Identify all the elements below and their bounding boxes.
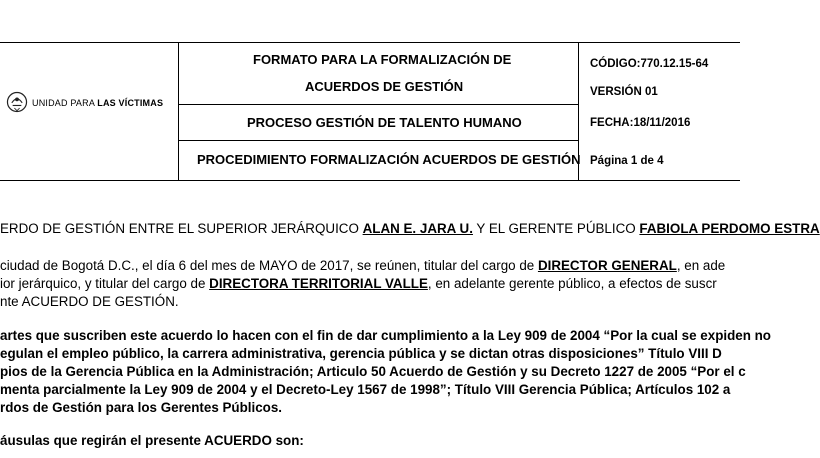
format-title-line1: FORMATO PARA LA FORMALIZACIÓN DE (253, 52, 512, 67)
unidad-victimas-logo (4, 89, 30, 115)
table-bottom-border (0, 180, 740, 181)
col-divider-1 (178, 42, 179, 181)
format-title-line2: ACUERDOS DE GESTIÓN (305, 79, 464, 94)
agreement-title: ERDO DE GESTIÓN ENTRE EL SUPERIOR JERÁRQUICO ALAN E. JARA U. Y EL GERENTE PÚBLICO FABIOLA PERDOMO ESTRA (0, 221, 820, 236)
paragraph-1-line-3: nte ACUERDO DE GESTIÓN. (0, 294, 179, 309)
paragraph-1-line-2: ior jerárquico, y titular del cargo de DIRECTORA TERRITORIAL VALLE, en adelante gerente público, a efectos de suscr (0, 276, 717, 291)
paragraph-2-line-1: artes que suscriben este acuerdo lo hacen con el fin de dar cumplimiento a la Ley 909 de 2004 “Por la cual se expiden no (0, 328, 771, 343)
process-name: PROCESO GESTIÓN DE TALENTO HUMANO (247, 115, 522, 130)
paragraph-1-line-1: ciudad de Bogotá D.C., el día 6 del mes de MAYO de 2017, se reúnen, titular del cargo de DIRECTOR GENERAL, en ade (0, 258, 726, 273)
paragraph-3-line-1: áusulas que regirán el presente ACUERDO son: (0, 433, 304, 448)
doc-page: Página 1 de 4 (590, 155, 664, 167)
doc-version: VERSIÓN 01 (590, 86, 658, 98)
procedure-name: PROCEDIMIENTO FORMALIZACIÓN ACUERDOS DE GESTIÓN (197, 152, 581, 167)
manager-name: FABIOLA PERDOMO ESTRA (639, 221, 820, 236)
doc-date: FECHA:18/11/2016 (590, 117, 691, 129)
superior-name: ALAN E. JARA U. (362, 221, 473, 236)
logo-text: UNIDAD PARA LAS VÍCTIMAS (32, 98, 164, 108)
table-top-border (0, 42, 740, 43)
row-divider-2 (179, 140, 579, 141)
paragraph-2-line-3: pios de la Gerencia Pública en la Administración; Articulo 50 Acuerdo de Gestión y su Decreto 1227 de 2005 “Por el c (0, 364, 746, 379)
paragraph-2-line-5: rdos de Gestión para los Gerentes Públicos. (0, 400, 283, 415)
paragraph-2-line-2: egulan el empleo público, la carrera administrativa, gerencia pública y se dictan otras disposiciones” Título VIII D (0, 346, 722, 361)
doc-code: CÓDIGO:770.12.15-64 (590, 58, 709, 70)
row-divider-1 (179, 104, 579, 105)
paragraph-2-line-4: menta parcialmente la Ley 909 de 2004 y el Decreto-Ley 1567 de 1998”; Título VIII Gerencia Pública; Artículos 102 a (0, 382, 731, 397)
